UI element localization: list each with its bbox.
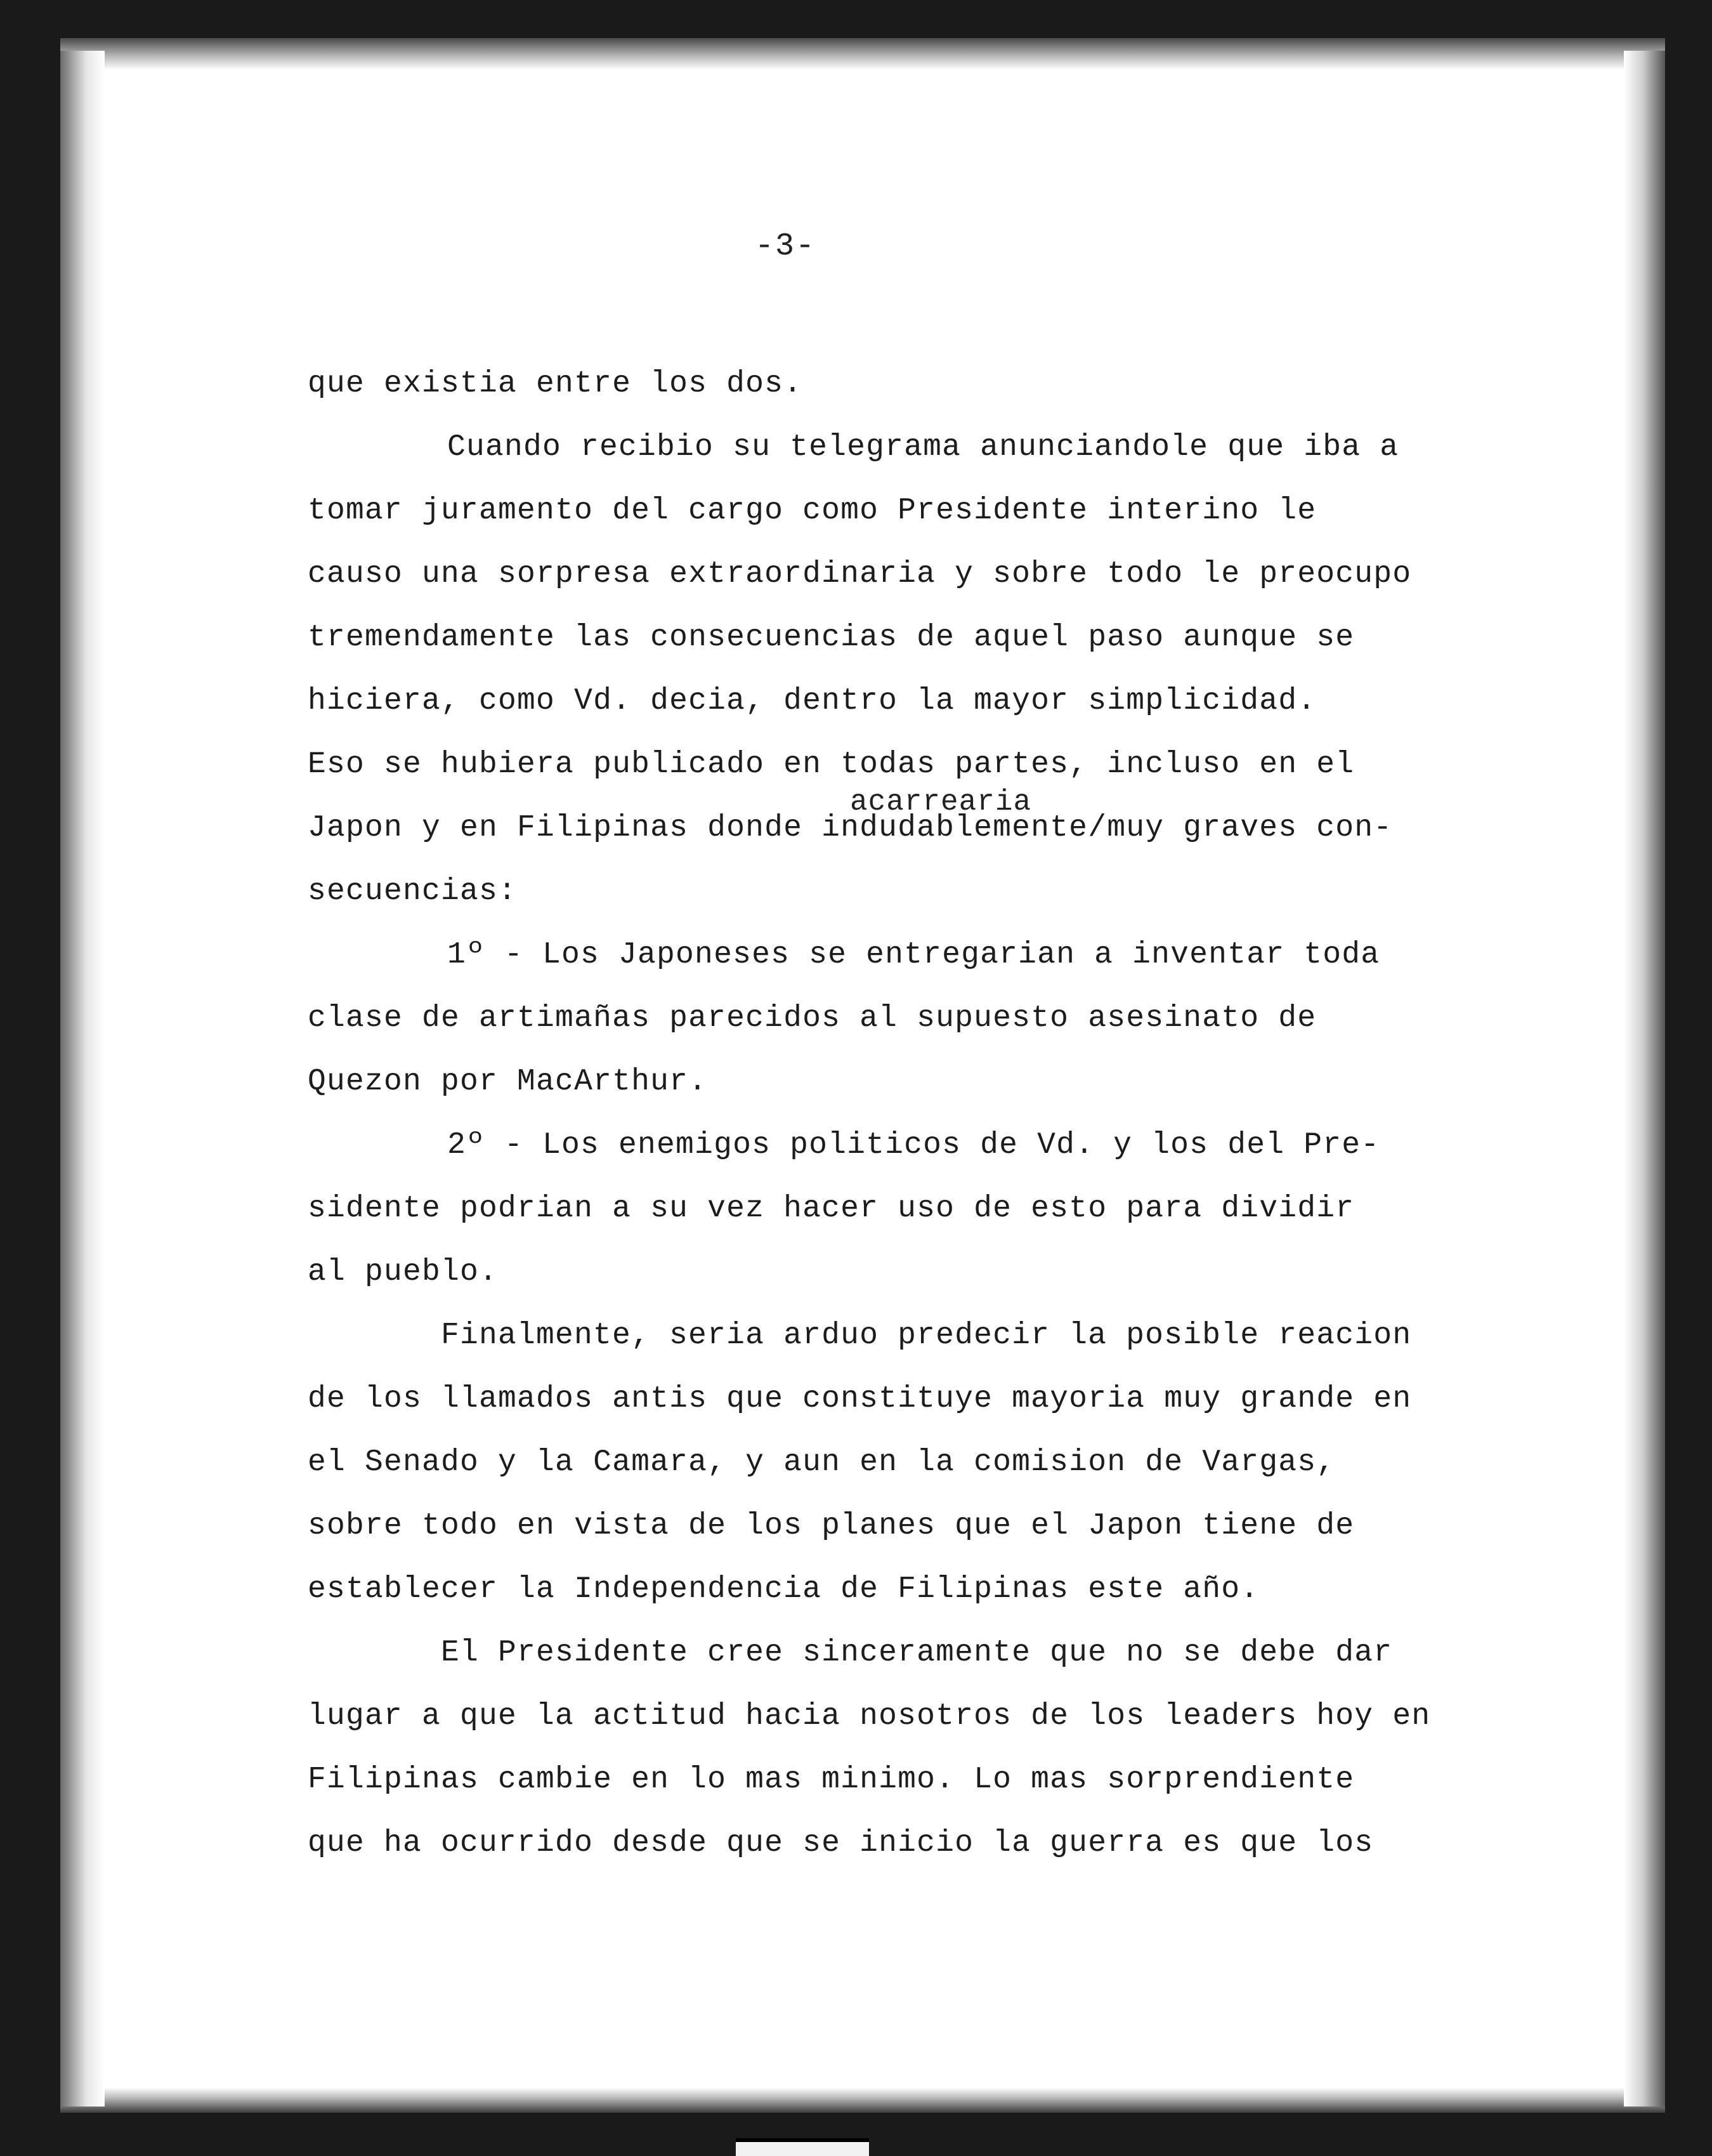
text-line: al pueblo. <box>308 1255 499 1289</box>
text-line: Cuando recibio su telegrama anunciandole que iba a <box>447 430 1399 464</box>
text-line: Japon y en Filipinas donde indudablemente/muy graves con- <box>308 811 1393 845</box>
text-line: que ha ocurrido desde que se inicio la guerra es que los <box>308 1826 1374 1860</box>
text-line: sobre todo en vista de los planes que el Japon tiene de <box>308 1509 1355 1543</box>
paper-edge-left <box>60 51 105 2107</box>
text-line: Filipinas cambie en lo mas minimo. Lo mas sorprendiente <box>308 1763 1355 1797</box>
text-line: el Senado y la Camara, y aun en la comision de Vargas, <box>308 1445 1336 1480</box>
text-line: tomar juramento del cargo como Presidente interino le <box>308 494 1317 528</box>
interlinear-insertion: acarrearia <box>850 785 1032 818</box>
paper-edge-bottom <box>60 2087 1665 2113</box>
paper-edge-right <box>1624 51 1665 2107</box>
page-number: -3- <box>755 228 816 265</box>
text-line: hiciera, como Vd. decia, dentro la mayor simplicidad. <box>308 684 1317 718</box>
text-line: Quezon por MacArthur. <box>308 1065 708 1099</box>
text-line: establecer la Independencia de Filipinas este año. <box>308 1572 1260 1607</box>
text-line: sidente podrian a su vez hacer uso de esto para dividir <box>308 1192 1355 1226</box>
text-line: tremendamente las consecuencias de aquel paso aunque se <box>308 621 1355 655</box>
archive-label-strip <box>736 2138 869 2156</box>
text-line: que existia entre los dos. <box>308 367 803 401</box>
text-line: El Presidente cree sinceramente que no se debe dar <box>441 1636 1393 1670</box>
typed-body-text <box>308 352 1449 1875</box>
text-line: clase de artimañas parecidos al supuesto asesinato de <box>308 1001 1317 1035</box>
text-line: Eso se hubiera publicado en todas partes, incluso en el <box>308 747 1355 782</box>
text-line: causo una sorpresa extraordinaria y sobre todo le preocupo <box>308 557 1412 591</box>
text-line: de los llamados antis que constituye mayoria muy grande en <box>308 1382 1412 1416</box>
text-line: Finalmente, seria arduo predecir la posible reacion <box>441 1318 1412 1353</box>
text-line: lugar a que la actitud hacia nosotros de los leaders hoy en <box>308 1699 1431 1733</box>
text-line: secuencias: <box>308 874 518 909</box>
text-line: 2º - Los enemigos politicos de Vd. y los del Pre- <box>447 1128 1380 1162</box>
paper-edge-top <box>60 38 1665 70</box>
text-line: 1º - Los Japoneses se entregarian a inventar toda <box>447 938 1380 972</box>
